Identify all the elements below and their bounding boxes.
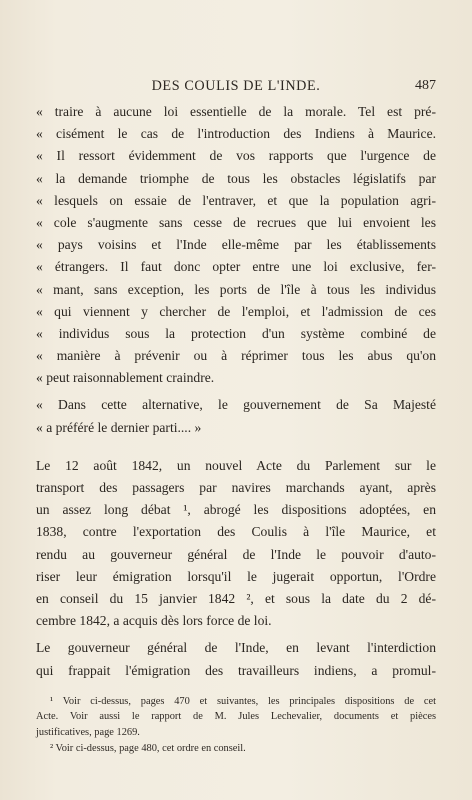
paragraph (36, 637, 436, 681)
footnote-line: ¹ Voir ci-dessus, pages 470 et suivantes, les principales dispositions de cet (50, 695, 436, 707)
text-line: « Il ressort évidemment de vos rapports que l'urgence de (36, 148, 436, 164)
footnotes (36, 694, 436, 757)
footnote-line: ² Voir ci-dessus, page 480, cet ordre en conseil. (50, 743, 246, 755)
text-line: un assez long débat ¹, abrogé les dispositions adoptées, en (36, 502, 436, 518)
footnote-line: Acte. Voir aussi le rapport de M. Jules Lechevalier, documents et pièces (36, 711, 436, 723)
text-line: « lesquels on essaie de l'entraver, et que la population agri- (36, 192, 436, 208)
text-line: Le 12 août 1842, un nouvel Acte du Parlement sur le (36, 457, 436, 473)
running-head: DES COULIS DE L'INDE. (151, 78, 321, 94)
paragraph (36, 455, 436, 633)
page-header (36, 78, 436, 98)
text-line: « manière à prévenir ou à réprimer tous les abus qu'on (36, 348, 436, 364)
text-line: en conseil du 15 janvier 1842 ², et sous la date du 2 dé- (36, 590, 436, 606)
text-line: « peut raisonnablement craindre. (36, 370, 215, 386)
text-line: riser leur émigration lorsqu'il le jugerait opportun, l'Ordre (36, 568, 436, 584)
footnote-line: justificatives, page 1269. (36, 727, 140, 739)
text-line: rendu au gouverneur général de l'Inde le pouvoir d'auto- (36, 546, 436, 562)
text-line: « cisément le cas de l'introduction des Indiens à Maurice. (36, 126, 436, 142)
page-body (36, 101, 436, 757)
text-line: transport des passagers par navires marchands ayant, après (36, 480, 436, 495)
text-line: qui frappait l'émigration des travailleurs indiens, a promul- (36, 662, 436, 678)
text-line: « a préféré le dernier parti.... » (36, 419, 202, 435)
text-line: Le gouverneur général de l'Inde, en levant l'interdiction (36, 640, 436, 656)
text-line: « individus sous la protection d'un système combiné de (36, 325, 436, 341)
page-number: 487 (415, 78, 436, 93)
text-line: « pays voisins et l'Inde elle-même par les établissements (36, 237, 436, 253)
text-line: « étrangers. Il faut donc opter entre une loi exclusive, fer- (36, 259, 436, 275)
quoted-passage-conclusion (36, 394, 436, 438)
text-line: « traire à aucune loi essentielle de la morale. Tel est pré- (36, 104, 436, 119)
text-line: « qui viennent y chercher de l'emploi, et l'admission de ces (36, 303, 436, 319)
text-line: cembre 1842, a acquis dès lors force de loi. (36, 613, 272, 629)
text-line: « Dans cette alternative, le gouvernement de Sa Majesté (36, 397, 436, 413)
text-line: « la demande triomphe de tous les obstacles législatifs par (36, 170, 436, 186)
text-line: 1838, contre l'exportation des Coulis à l'île Maurice, et (36, 524, 436, 540)
text-line: « mant, sans exception, les ports de l'île à tous les individus (36, 281, 436, 297)
text-line: « cole s'augmente sans cesse de recrues que lui envoient les (36, 214, 436, 230)
quoted-passage (36, 101, 436, 389)
